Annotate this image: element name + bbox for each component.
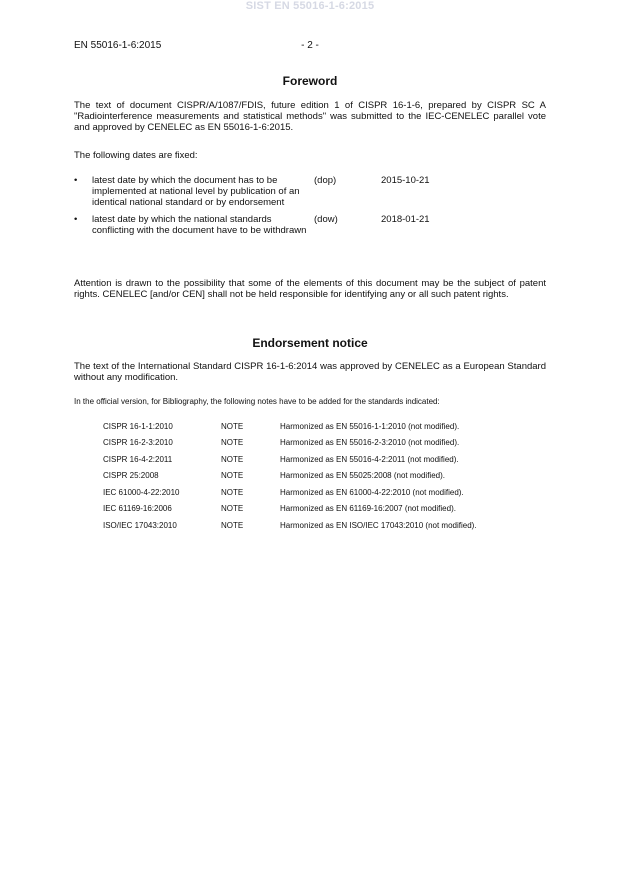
note-label: NOTE	[221, 487, 244, 497]
watermark: SIST EN 55016-1-6:2015	[245, 0, 375, 12]
note-label: NOTE	[221, 504, 244, 514]
note-label: NOTE	[221, 454, 244, 464]
note-text: Harmonized as EN 61169-16:2007 (not modified).	[280, 504, 456, 514]
note-row	[103, 451, 540, 468]
note-row	[103, 484, 540, 501]
note-text: Harmonized as EN ISO/IEC 17043:2010 (not modified).	[280, 520, 477, 530]
note-standard: CISPR 16-4-2:2011	[103, 454, 173, 464]
date-row-dow	[74, 214, 546, 236]
endorsement-text: The text of the International Standard CISPR 16-1-6:2014 was approved by CENELEC as a European Standard without any modification.	[74, 361, 546, 383]
dates-intro: The following dates are fixed:	[74, 150, 198, 161]
date-abbr: (dow)	[314, 214, 338, 225]
patent-attention: Attention is drawn to the possibility that some of the elements of this document may be the subject of patent rights. CENELEC [and/or CEN] shall not be held responsible for identifying any or all such patent rights.	[74, 278, 546, 300]
bibliography-intro: In the official version, for Bibliography, the following notes have to be added for the standards indicated:	[74, 397, 440, 406]
note-standard: IEC 61169-16:2006	[103, 504, 172, 514]
note-row	[103, 468, 540, 485]
date-row-dop	[74, 175, 546, 208]
note-label: NOTE	[221, 471, 244, 481]
date-description: latest date by which the document has to be implemented at national level by publication of an identical national standard or by endorsement	[92, 175, 300, 208]
note-text: Harmonized as EN 55016-1-1:2010 (not modified).	[280, 421, 460, 431]
bullet: •	[74, 214, 78, 225]
bullet: •	[74, 175, 78, 186]
dates-list	[74, 175, 546, 242]
note-label: NOTE	[221, 520, 244, 530]
note-row	[103, 501, 540, 518]
note-text: Harmonized as EN 55016-4-2:2011 (not modified).	[280, 454, 459, 464]
note-standard: CISPR 16-2-3:2010	[103, 438, 173, 448]
date-description: latest date by which the national standards conflicting with the document have to be withdrawn	[92, 214, 307, 236]
foreword-intro: The text of document CISPR/A/1087/FDIS, future edition 1 of CISPR 16-1-6, prepared by CISPR SC A "Radiointerference measurements and statistical methods" was submitted to the IEC-CENELEC parallel vote and approved by CENELEC as EN 55016-1-6:2015.	[74, 100, 546, 133]
bibliography-notes	[103, 418, 540, 534]
note-row	[103, 418, 540, 435]
document-id: EN 55016-1-6:2015	[74, 40, 162, 51]
note-standard: CISPR 25:2008	[103, 471, 159, 481]
endorsement-title: Endorsement notice	[252, 336, 368, 350]
note-label: NOTE	[221, 438, 244, 448]
note-standard: ISO/IEC 17043:2010	[103, 520, 177, 530]
note-text: Harmonized as EN 61000-4-22:2010 (not modified).	[280, 487, 464, 497]
note-standard: CISPR 16-1-1:2010	[103, 421, 173, 431]
foreword-title: Foreword	[282, 74, 338, 88]
page-number: - 2 -	[301, 40, 319, 51]
note-row	[103, 517, 540, 534]
note-row	[103, 435, 540, 452]
note-standard: IEC 61000-4-22:2010	[103, 487, 180, 497]
note-text: Harmonized as EN 55016-2-3:2010 (not modified).	[280, 438, 460, 448]
date-abbr: (dop)	[314, 175, 337, 186]
date-value: 2018-01-21	[381, 214, 430, 225]
date-value: 2015-10-21	[381, 175, 430, 186]
note-label: NOTE	[221, 421, 244, 431]
note-text: Harmonized as EN 55025:2008 (not modified).	[280, 471, 445, 481]
